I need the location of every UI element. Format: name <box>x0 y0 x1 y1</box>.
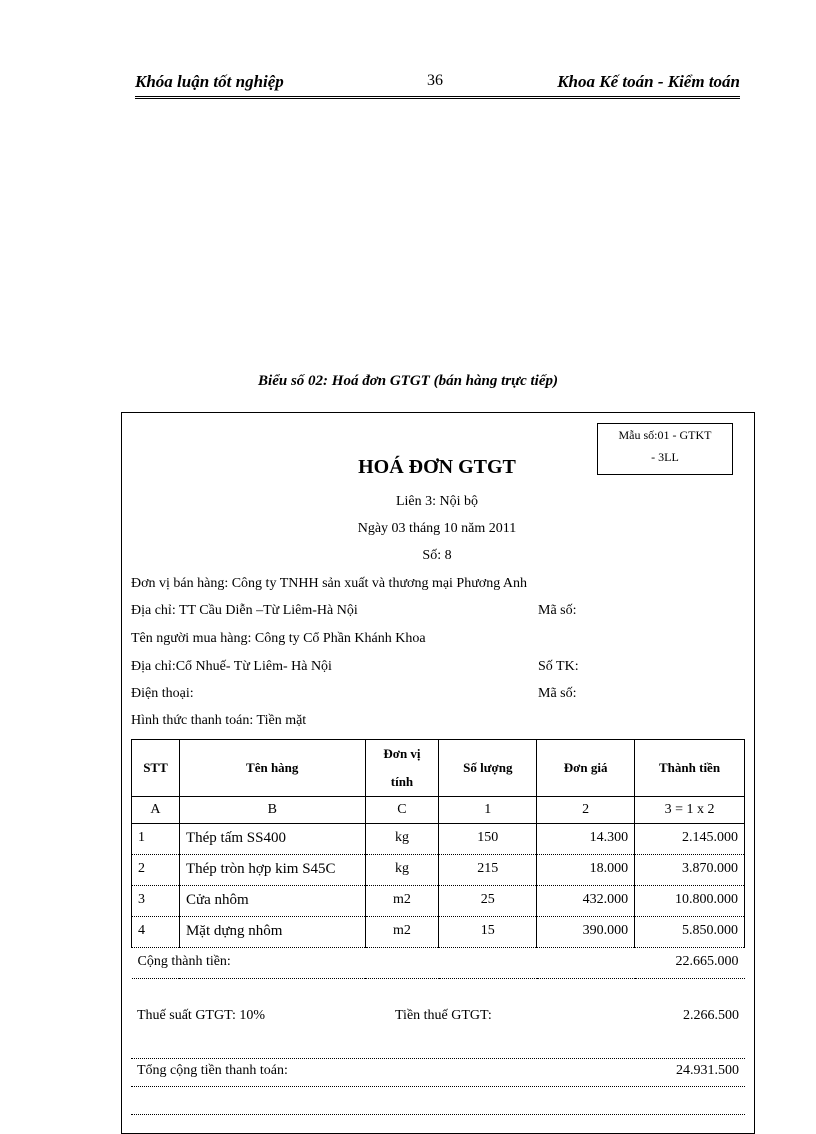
col-header-name: Tên hàng <box>179 740 365 797</box>
buyer-account: Số TK: <box>538 659 579 674</box>
table-row <box>132 917 745 948</box>
col-header-unit: Đơn vị tính <box>365 740 439 797</box>
divider <box>131 1114 745 1115</box>
invoice-title: HOÁ ĐƠN GTGT <box>358 456 516 478</box>
row-price: 432.000 <box>537 886 635 917</box>
invoice-date: Ngày 03 tháng 10 năm 2011 <box>357 521 517 536</box>
row-amount: 10.800.000 <box>635 886 745 917</box>
seller-name: Đơn vị bán hàng: Công ty TNHH sản xuất và thương mại Phương Anh <box>131 576 528 591</box>
buyer-name: Tên người mua hàng: Công ty Cổ Phần Khánh Khoa <box>131 631 426 646</box>
table-code-row <box>132 797 745 824</box>
seller-tax-code: Mã số: <box>538 603 577 618</box>
vat-rate: Thuế suất GTGT: 10% <box>137 1008 265 1023</box>
table-row <box>132 855 745 886</box>
header-left-title: Khóa luận tốt nghiệp <box>135 72 284 91</box>
figure-caption: Biểu số 02: Hoá đơn GTGT (bán hàng trực tiếp) <box>258 373 558 389</box>
table-row <box>132 824 745 855</box>
header-right-title: Khoa Kế toán - Kiểm toán <box>557 72 740 91</box>
row-name: Cửa nhôm <box>179 886 365 917</box>
vat-amount-value: 2.266.500 <box>683 1008 739 1023</box>
row-price: 18.000 <box>537 855 635 886</box>
grand-total-value: 24.931.500 <box>676 1063 739 1078</box>
buyer-phone: Điện thoại: <box>131 686 194 701</box>
table-row <box>132 886 745 917</box>
row-stt: 2 <box>132 855 180 886</box>
code-cell: 3 = 1 x 2 <box>635 797 745 824</box>
row-unit: m2 <box>365 917 439 948</box>
row-qty: 25 <box>439 886 537 917</box>
row-qty: 150 <box>439 824 537 855</box>
code-cell: A <box>132 797 180 824</box>
divider <box>131 1086 745 1087</box>
invoice-table <box>131 739 745 979</box>
form-code-line-2: - 3LL <box>651 450 679 464</box>
row-price: 390.000 <box>537 917 635 948</box>
vat-amount-label: Tiền thuế GTGT: <box>395 1008 492 1023</box>
col-header-amount: Thành tiền <box>635 740 745 797</box>
grand-total-label: Tổng cộng tiền thanh toán: <box>137 1063 288 1078</box>
row-unit: kg <box>365 824 439 855</box>
code-cell: C <box>365 797 439 824</box>
buyer-tax-code: Mã số: <box>538 686 577 701</box>
row-stt: 1 <box>132 824 180 855</box>
code-cell: B <box>179 797 365 824</box>
row-stt: 3 <box>132 886 180 917</box>
row-unit: m2 <box>365 886 439 917</box>
buyer-address: Địa chỉ:Cổ Nhuế- Từ Liêm- Hà Nội <box>131 659 332 674</box>
row-name: Thép tròn hợp kim S45C <box>179 855 365 886</box>
col-header-stt: STT <box>132 740 180 797</box>
row-name: Thép tấm SS400 <box>179 824 365 855</box>
invoice-number: Số: 8 <box>422 548 452 563</box>
subtotal-value: 22.665.000 <box>635 948 745 979</box>
col-header-price: Đơn giá <box>537 740 635 797</box>
row-amount: 5.850.000 <box>635 917 745 948</box>
subtotal-label: Cộng thành tiền: <box>132 948 537 979</box>
row-name: Mặt dựng nhôm <box>179 917 365 948</box>
page-header <box>135 72 740 99</box>
row-unit: kg <box>365 855 439 886</box>
code-cell: 1 <box>439 797 537 824</box>
page-number: 36 <box>427 72 443 89</box>
row-qty: 15 <box>439 917 537 948</box>
row-qty: 215 <box>439 855 537 886</box>
code-cell: 2 <box>537 797 635 824</box>
invoice-copy: Liên 3: Nội bộ <box>395 494 479 509</box>
form-code-line-1: Mẫu số:01 - GTKT <box>618 428 712 442</box>
row-amount: 3.870.000 <box>635 855 745 886</box>
row-stt: 4 <box>132 917 180 948</box>
subtotal-row <box>132 948 745 979</box>
table-header-row <box>132 740 745 797</box>
seller-address: Địa chỉ: TT Cầu Diễn –Từ Liêm-Hà Nội <box>131 603 358 618</box>
divider <box>131 1058 745 1059</box>
col-header-qty: Số lượng <box>439 740 537 797</box>
row-amount: 2.145.000 <box>635 824 745 855</box>
row-price: 14.300 <box>537 824 635 855</box>
payment-method: Hình thức thanh toán: Tiền mặt <box>131 713 307 728</box>
